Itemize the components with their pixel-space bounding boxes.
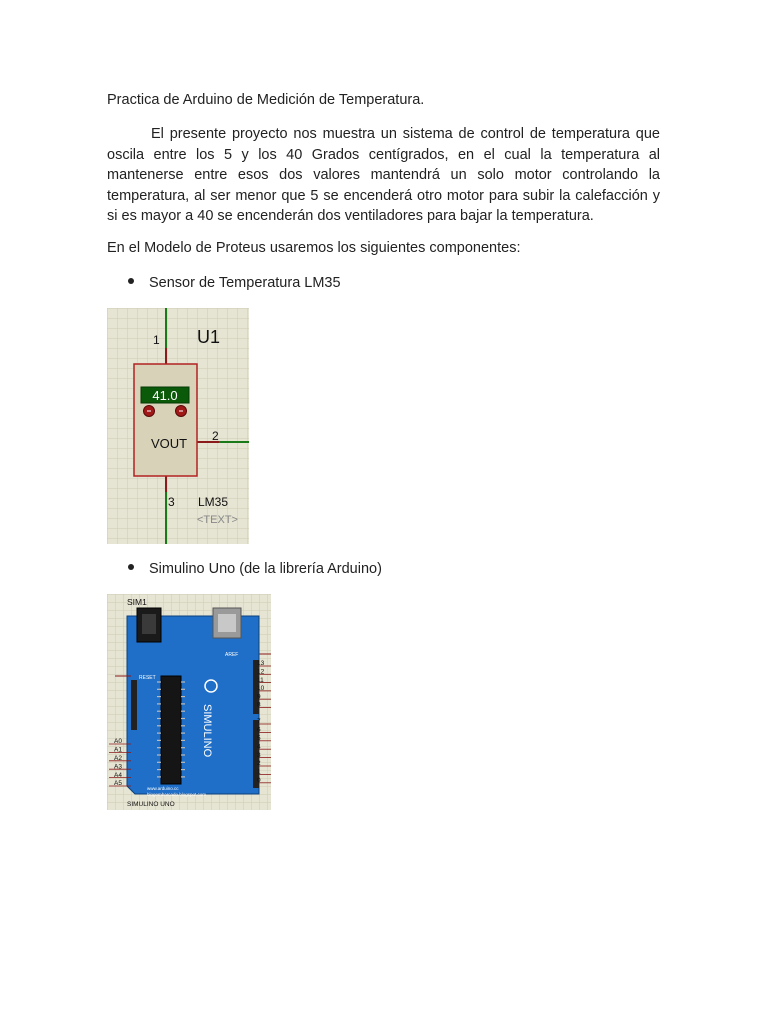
board-part-name: SIMULINO UNO — [127, 801, 175, 808]
reset-label: RESET — [139, 675, 156, 681]
board-ref: SIM1 — [127, 597, 147, 607]
lm35-schematic — [107, 308, 249, 544]
digital-pin-label: 9 — [257, 693, 261, 701]
digital-pin-label: 11 — [257, 676, 264, 684]
simulino-schematic-figure — [107, 594, 271, 810]
pin-3-label: 3 — [168, 495, 175, 509]
bullet-text: Sensor de Temperatura LM35 — [149, 275, 341, 291]
lm35-schematic-figure — [107, 308, 249, 544]
digital-pin-label: 4 — [257, 743, 261, 751]
bullet-icon — [128, 278, 134, 284]
part-name: LM35 — [198, 495, 229, 509]
temperature-display: 41.0 — [152, 388, 178, 403]
bullet-icon — [128, 564, 134, 570]
aref-label: AREF — [225, 652, 239, 658]
bullet-item-lm35 — [128, 275, 341, 291]
analog-pin-label: A5 — [114, 780, 122, 788]
digital-pin-label: 3 — [257, 751, 261, 759]
component-ref: U1 — [197, 327, 221, 347]
vout-label: VOUT — [151, 436, 188, 451]
pin-2-label: 2 — [212, 429, 219, 443]
text-placeholder: <TEXT> — [197, 514, 238, 526]
analog-pin-label: A2 — [114, 755, 122, 762]
digital-pin-label: 5 — [257, 735, 261, 742]
digital-pin-label: 6 — [257, 726, 261, 734]
digital-pin-label: 7 — [257, 718, 261, 726]
digital-pin-label: 1 — [257, 768, 261, 776]
blog-label: blogembarcado.blogspot.com — [147, 792, 207, 797]
website-label: www.arduino.cc — [147, 786, 179, 791]
bullet-text: Simulino Uno (de la librería Arduino) — [149, 561, 382, 577]
document-title: Practica de Arduino de Medición de Temperatura. — [107, 92, 425, 108]
digital-pin-label: 10 — [257, 685, 265, 693]
simulino-schematic — [107, 594, 271, 810]
analog-pin-label: A0 — [114, 738, 122, 746]
board-brand: SIMULINO — [201, 704, 213, 758]
pin-1-label: 1 — [153, 333, 160, 347]
bullet-item-simulino — [128, 561, 382, 577]
digital-pin-label: 13 — [257, 660, 265, 668]
digital-pin-label: 2 — [257, 760, 261, 768]
digital-pin-label: 12 — [257, 668, 265, 676]
analog-pin-label: A4 — [114, 771, 122, 779]
analog-pin-label: A1 — [114, 746, 122, 754]
analog-pin-label: A3 — [114, 763, 122, 771]
components-intro: En el Modelo de Proteus usaremos los siguientes componentes: — [107, 240, 521, 256]
description-paragraph: El presente proyecto nos muestra un sistema de control de temperatura que oscila entre los 5 y los 40 Grados centígrados, en el cual la temperatura al mantenerse entre esos dos valores mantendrá un solo motor controlando la temperatura, al ser menor que 5 se encenderá otro motor para subir la calefacción y si es mayor a 40 se encenderán dos ventiladores para bajar la temperatura. — [107, 126, 660, 225]
digital-pin-label: 0 — [257, 777, 261, 784]
digital-pin-label: 8 — [257, 701, 261, 709]
